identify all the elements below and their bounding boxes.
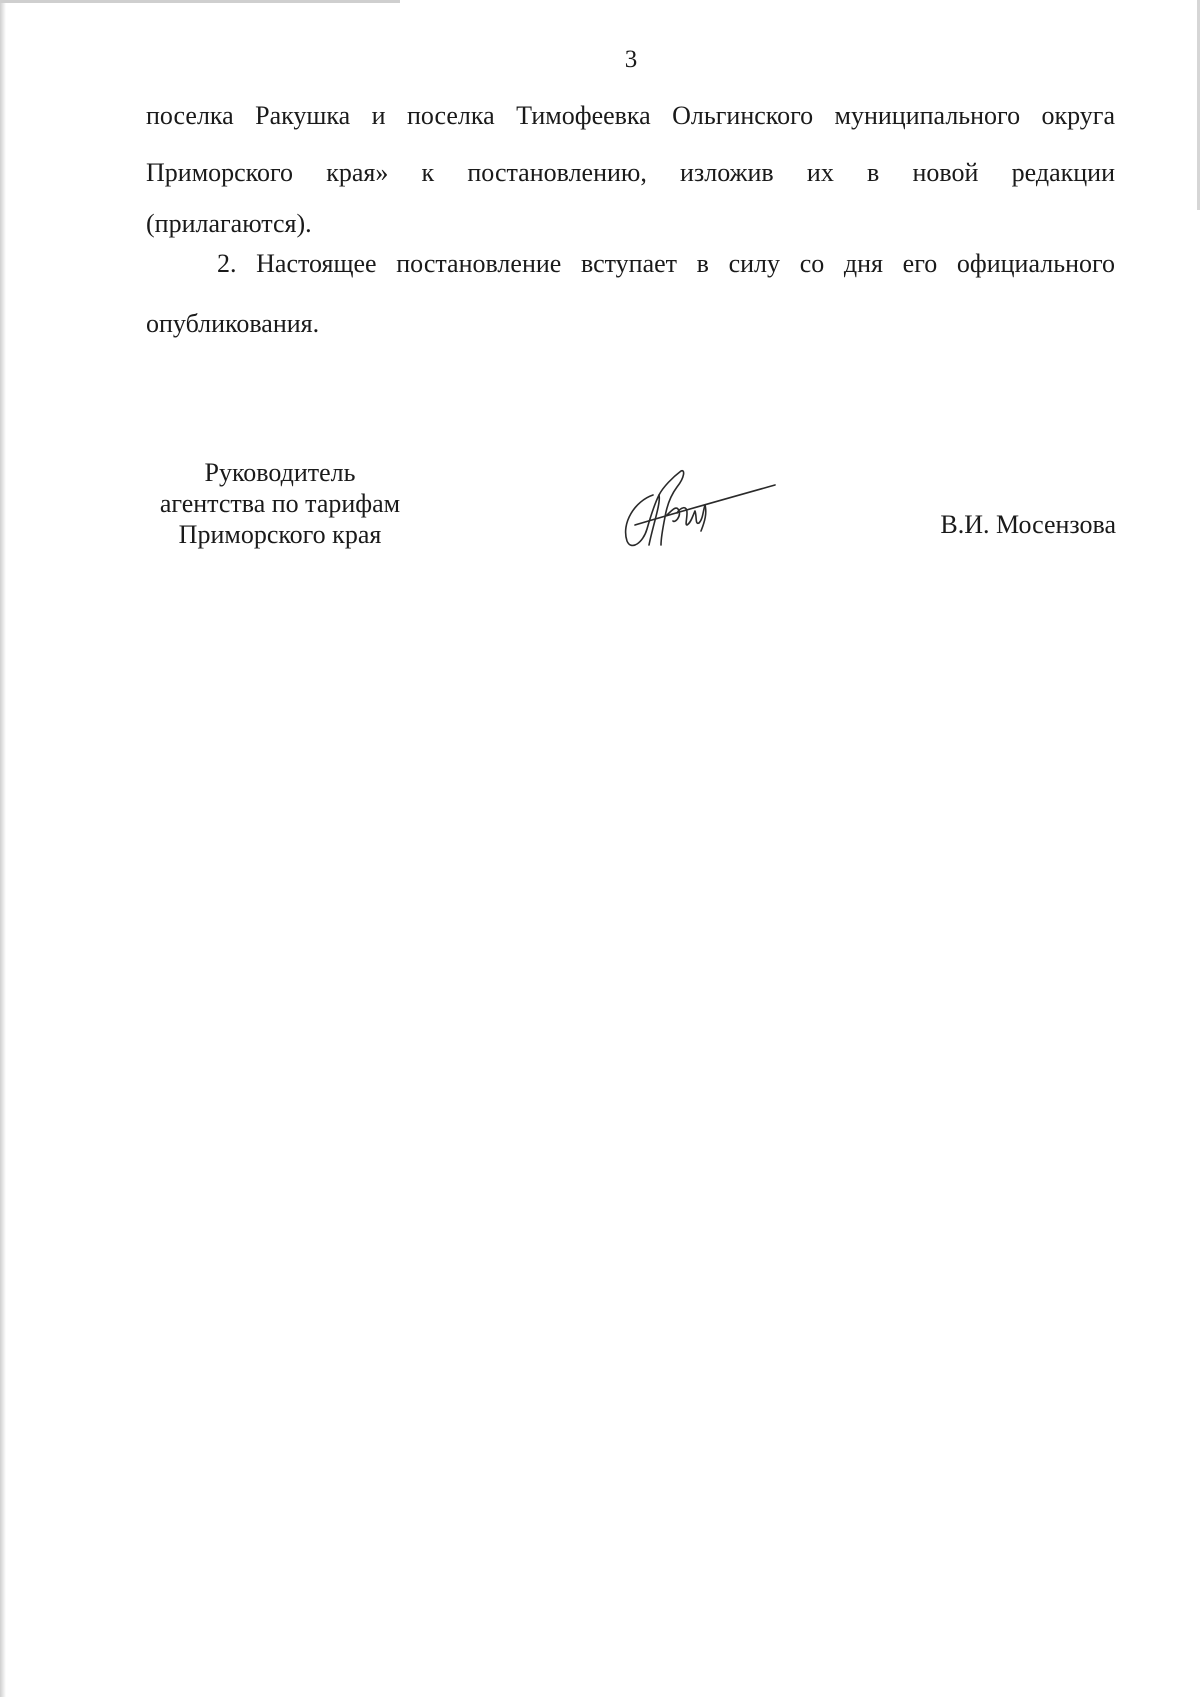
- paragraph-2-line-2: опубликования.: [146, 309, 320, 338]
- signatory-position: [130, 457, 430, 550]
- paragraph-1-line-2: Приморского края» к постановлению, изложив их в новой редакции: [146, 158, 1115, 187]
- paragraph-1-line-3: (прилагаются).: [146, 209, 312, 238]
- signatory-position-line-1: Руководитель: [204, 458, 356, 487]
- signatory-position-line-2: агентства по тарифам: [159, 489, 401, 518]
- paragraph-1-line-1: поселка Ракушка и поселка Тимофеевка Ольгинского муниципального округа: [146, 101, 1115, 130]
- handwritten-signature-icon: [615, 465, 780, 555]
- paragraph-2-line-1: [146, 250, 1115, 278]
- signatory-position-line-3: Приморского края: [178, 520, 382, 549]
- scan-edge-top: [0, 0, 400, 3]
- paragraph-2-line-1-text: 2. Настоящее постановление вступает в силу со дня его официального: [217, 249, 1115, 278]
- page-number: 3: [624, 46, 638, 73]
- scan-edge-left: [0, 0, 6, 1697]
- signer-name: В.И. Мосензова: [940, 510, 1116, 539]
